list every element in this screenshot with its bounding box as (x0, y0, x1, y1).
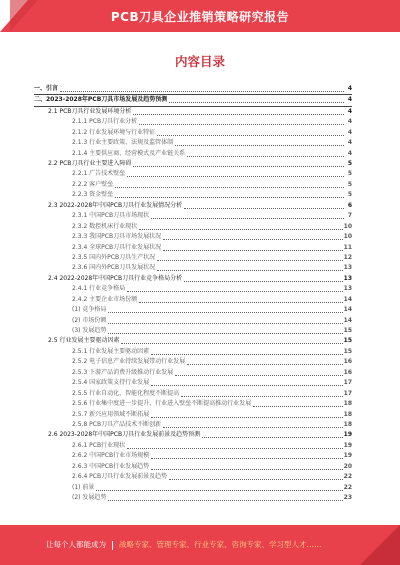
toc-leader-dots (151, 354, 342, 355)
toc-entry[interactable] (34, 128, 352, 138)
toc-page-number: 18 (343, 400, 352, 408)
toc-entry[interactable] (34, 441, 352, 451)
toc-leader-dots (151, 385, 342, 386)
toc-leader-dots (108, 323, 342, 324)
toc-heading: 内容目录 (174, 54, 225, 69)
toc-leader-dots (60, 91, 344, 92)
toc-entry-text: (1) 前景 (72, 483, 95, 493)
toc-entry-text: 2.2.1 广告技术壁垒 (72, 169, 126, 179)
toc-entry-text: 2.5.8 PCB刀具产品技术不断创新 (72, 420, 162, 430)
footer-slogan-roles: 战略专家、管理专家、行业专家、咨询专家、学习型人才…… (119, 540, 322, 549)
toc-entry[interactable] (34, 347, 352, 357)
header-banner (0, 0, 400, 32)
toc-leader-dots (169, 102, 344, 103)
toc-entry-text: (1) 竞争格局 (72, 305, 107, 315)
toc-entry-text: 2.2 PCB刀具行业主要进入障碍 (48, 159, 132, 169)
toc-page-number: 19 (343, 431, 352, 439)
toc-entry-text: 一、引言 (34, 84, 59, 94)
toc-entry[interactable] (34, 337, 352, 347)
toc-entry[interactable] (34, 201, 352, 211)
toc-entry-text: 2.4.1 行业竞争格局 (72, 284, 126, 294)
toc-entry[interactable] (34, 284, 352, 294)
toc-leader-dots (157, 260, 343, 261)
toc-entry[interactable] (34, 493, 352, 503)
toc-leader-dots (108, 333, 342, 334)
footer-separator (112, 541, 113, 550)
toc-page-number: 13 (343, 274, 352, 282)
toc-entry-text: 2.5.6 行业集中度进一步提升，行业进入壁垒不断提高推动行业发展 (72, 399, 252, 409)
toc-page-number: 16 (343, 368, 352, 376)
toc-entry-text: 2.3 2022-2028年中国PCB刀具行业发展情况分析 (48, 201, 183, 211)
toc-entry[interactable] (34, 378, 352, 388)
toc-entry-text: 2.5.5 行业自动化、智能化程度不断提高 (72, 389, 180, 399)
toc-entry[interactable] (34, 107, 352, 117)
toc-entry[interactable] (34, 180, 352, 190)
toc-entry-text: 2.6.3 中国PCB行业发展趋势 (72, 462, 150, 472)
toc-entry-text: 2.6.1 PCB行业现状 (72, 441, 126, 451)
toc-entry-text: (3) 发展趋势 (72, 326, 107, 336)
toc-leader-dots (115, 187, 344, 188)
toc-entry[interactable] (34, 451, 352, 461)
toc-entry[interactable] (34, 84, 352, 95)
toc-entry[interactable] (34, 316, 352, 326)
toc-page-number: 18 (343, 420, 352, 428)
toc-leader-dots (175, 145, 344, 146)
toc-entry-text: (2) 市场份额 (72, 316, 107, 326)
toc-page-number: 11 (343, 243, 352, 251)
toc-entry[interactable] (34, 357, 352, 367)
toc-entry-text: 2.3.5 国内外PCB刀具生产状况 (72, 253, 156, 263)
toc-entry-text: 2.5.2 电子信息产业持续发展带动行业发展 (72, 357, 186, 367)
toc-entry[interactable] (34, 138, 352, 148)
toc-entry-text: 2.1.4 主要供应商、经营模式及产业链关系 (72, 149, 186, 159)
toc-entry-text: 二、2023-2028年PCB刀具市场发展及趋势预测 (34, 95, 168, 105)
toc-entry-text: 2.5 行业发展主要驱动因素 (48, 336, 120, 346)
toc-page-number: 10 (343, 233, 352, 241)
toc-entry-text: 2.6.4 PCB刀具行业发展前景及趋势 (72, 472, 168, 482)
toc-leader-dots (151, 218, 344, 219)
toc-entry[interactable] (34, 295, 352, 305)
toc-entry[interactable] (34, 389, 352, 399)
toc-leader-dots (108, 500, 342, 501)
toc-entry-text: 2.6.2 中国PCB行业市场规模 (72, 451, 150, 461)
toc-entry-text: 2.3.2 数控机床行业现状 (72, 222, 138, 232)
toc-leader-dots (139, 229, 342, 230)
toc-page-number: 4 (347, 149, 352, 157)
report-title: PCB刀具企业推销策略研究报告 (110, 10, 290, 24)
toc-page-number: 19 (343, 441, 352, 449)
toc-leader-dots (127, 291, 342, 292)
toc-entry[interactable] (34, 274, 352, 284)
toc-leader-dots (184, 281, 343, 282)
toc-page-number: 5 (347, 180, 352, 188)
toc-page-number: 6 (347, 201, 352, 209)
toc-page-number: 17 (343, 389, 352, 397)
toc-leader-dots (187, 156, 344, 157)
toc-entry-text: 2.5.7 新兴应用领域不断拓展 (72, 410, 150, 420)
toc-page-number: 4 (347, 118, 352, 126)
toc-entry[interactable] (34, 483, 352, 493)
toc-leader-dots (139, 124, 344, 125)
toc-page-number: 5 (347, 170, 352, 178)
toc-leader-dots (157, 135, 344, 136)
toc-entry-text: 2.2.3 资金壁垒 (72, 190, 114, 200)
toc-page-number: 13 (343, 285, 352, 293)
toc-page-number: 19 (343, 452, 352, 460)
toc-page-number: 15 (343, 337, 352, 345)
toc-entry[interactable] (34, 420, 352, 430)
toc-entry[interactable] (34, 410, 352, 420)
toc-page-number: 15 (343, 347, 352, 355)
toc-page-number: 18 (343, 410, 352, 418)
toc-entry[interactable] (34, 190, 352, 200)
toc-page-number: 4 (347, 107, 352, 115)
toc-page-number: 5 (347, 160, 352, 168)
toc-leader-dots (96, 490, 342, 491)
toc-leader-dots (157, 270, 343, 271)
toc-page-number: 22 (343, 473, 352, 481)
toc-page-number: 20 (343, 462, 352, 470)
toc-leader-dots (133, 114, 344, 115)
toc-entry[interactable] (34, 430, 352, 440)
toc-page-number: 14 (343, 316, 352, 324)
toc-page-number: 16 (343, 358, 352, 366)
toc-entry-text: 2.6 2023-2028年中国PCB刀具行业发展前景及趋势预测 (48, 430, 201, 440)
toc-entry-text: 2.4.2 主要企业市场份额 (72, 295, 138, 305)
footer-slogan (46, 539, 322, 550)
toc-leader-dots (115, 197, 344, 198)
toc-entry-text: 2.3.6 国内外PCB刀具发展状况 (72, 263, 156, 273)
toc-leader-dots (127, 448, 343, 449)
toc-leader-dots (175, 375, 342, 376)
toc-entry-text: 2.1.1 PCB刀具行业分析 (72, 117, 138, 127)
toc-entry[interactable] (34, 368, 352, 378)
toc-entry[interactable] (34, 399, 352, 409)
toc-page-number: 4 (347, 128, 352, 136)
toc-entry-text: 2.4 2022-2028年中国PCB刀具行业竞争格局分析 (48, 274, 183, 284)
table-of-contents (34, 84, 352, 504)
toc-page-number: 4 (347, 84, 352, 92)
toc-entry-text: 2.5.3 下游产品消费升级推动行业发展 (72, 368, 174, 378)
footer-banner (0, 525, 400, 565)
toc-leader-dots (253, 406, 342, 407)
toc-entry[interactable] (34, 462, 352, 472)
toc-entry[interactable] (34, 305, 352, 315)
toc-page-number: 15 (343, 327, 352, 335)
toc-leader-dots (151, 469, 343, 470)
toc-page-number: 12 (343, 253, 352, 261)
toc-entry[interactable] (34, 117, 352, 127)
toc-entry-text: 2.5.1 行业发展主要驱动因素 (72, 347, 150, 357)
toc-page-number: 17 (343, 379, 352, 387)
toc-leader-dots (163, 250, 343, 251)
toc-entry[interactable] (34, 222, 352, 232)
footer-slogan-lead: 让每个人都能成为 (46, 540, 106, 549)
toc-entry[interactable] (34, 159, 352, 169)
toc-leader-dots (139, 302, 342, 303)
toc-entry[interactable] (34, 263, 352, 273)
toc-entry[interactable] (34, 170, 352, 180)
toc-page-number: 5 (347, 191, 352, 199)
toc-leader-dots (108, 312, 342, 313)
toc-entry[interactable] (34, 253, 352, 263)
toc-leader-dots (187, 364, 342, 365)
toc-page-number: 14 (343, 306, 352, 314)
toc-leader-dots (121, 343, 342, 344)
toc-leader-dots (151, 458, 343, 459)
toc-entry[interactable] (34, 243, 352, 253)
toc-page-number: 4 (347, 96, 352, 104)
toc-entry-text: 2.3.3 我国PCB刀具市场发展状况 (72, 232, 162, 242)
toc-leader-dots (127, 176, 344, 177)
toc-entry-text: 2.2.2 客户壁垒 (72, 180, 114, 190)
toc-leader-dots (163, 239, 343, 240)
toc-entry[interactable] (34, 149, 352, 159)
toc-entry[interactable] (34, 326, 352, 336)
toc-entry-text: 2.1.3 行业主要政策、法规及监管体制 (72, 138, 174, 148)
toc-page-number: 14 (343, 295, 352, 303)
toc-entry-text: 2.1 PCB刀具行业发展环境分析 (48, 107, 132, 117)
toc-page-number: 22 (343, 483, 352, 491)
toc-page-number: 13 (343, 264, 352, 272)
toc-leader-dots (184, 208, 344, 209)
toc-entry[interactable] (34, 211, 352, 221)
toc-entry[interactable] (34, 95, 352, 106)
toc-entry-text: 2.3.1 中国PCB刀具市场现状 (72, 211, 150, 221)
toc-leader-dots (151, 417, 342, 418)
toc-entry-text: (2) 发展趋势 (72, 493, 107, 503)
toc-entry-text: 2.3.4 全球PCB刀具行业发展状况 (72, 243, 162, 253)
toc-leader-dots (181, 396, 342, 397)
toc-leader-dots (202, 437, 343, 438)
toc-entry-text: 2.5.4 国家政策支持行业发展 (72, 378, 150, 388)
footer-corner-decoration (360, 525, 400, 565)
toc-page-number: 7 (347, 212, 352, 220)
toc-entry-text: 2.1.2 行业发展环境与行业特征 (72, 128, 156, 138)
toc-leader-dots (163, 427, 343, 428)
toc-entry[interactable] (34, 472, 352, 482)
toc-page-number: 23 (343, 494, 352, 502)
toc-leader-dots (133, 166, 344, 167)
toc-page-number: 10 (343, 222, 352, 230)
toc-entry[interactable] (34, 232, 352, 242)
toc-leader-dots (169, 479, 343, 480)
toc-page-number: 4 (347, 139, 352, 147)
